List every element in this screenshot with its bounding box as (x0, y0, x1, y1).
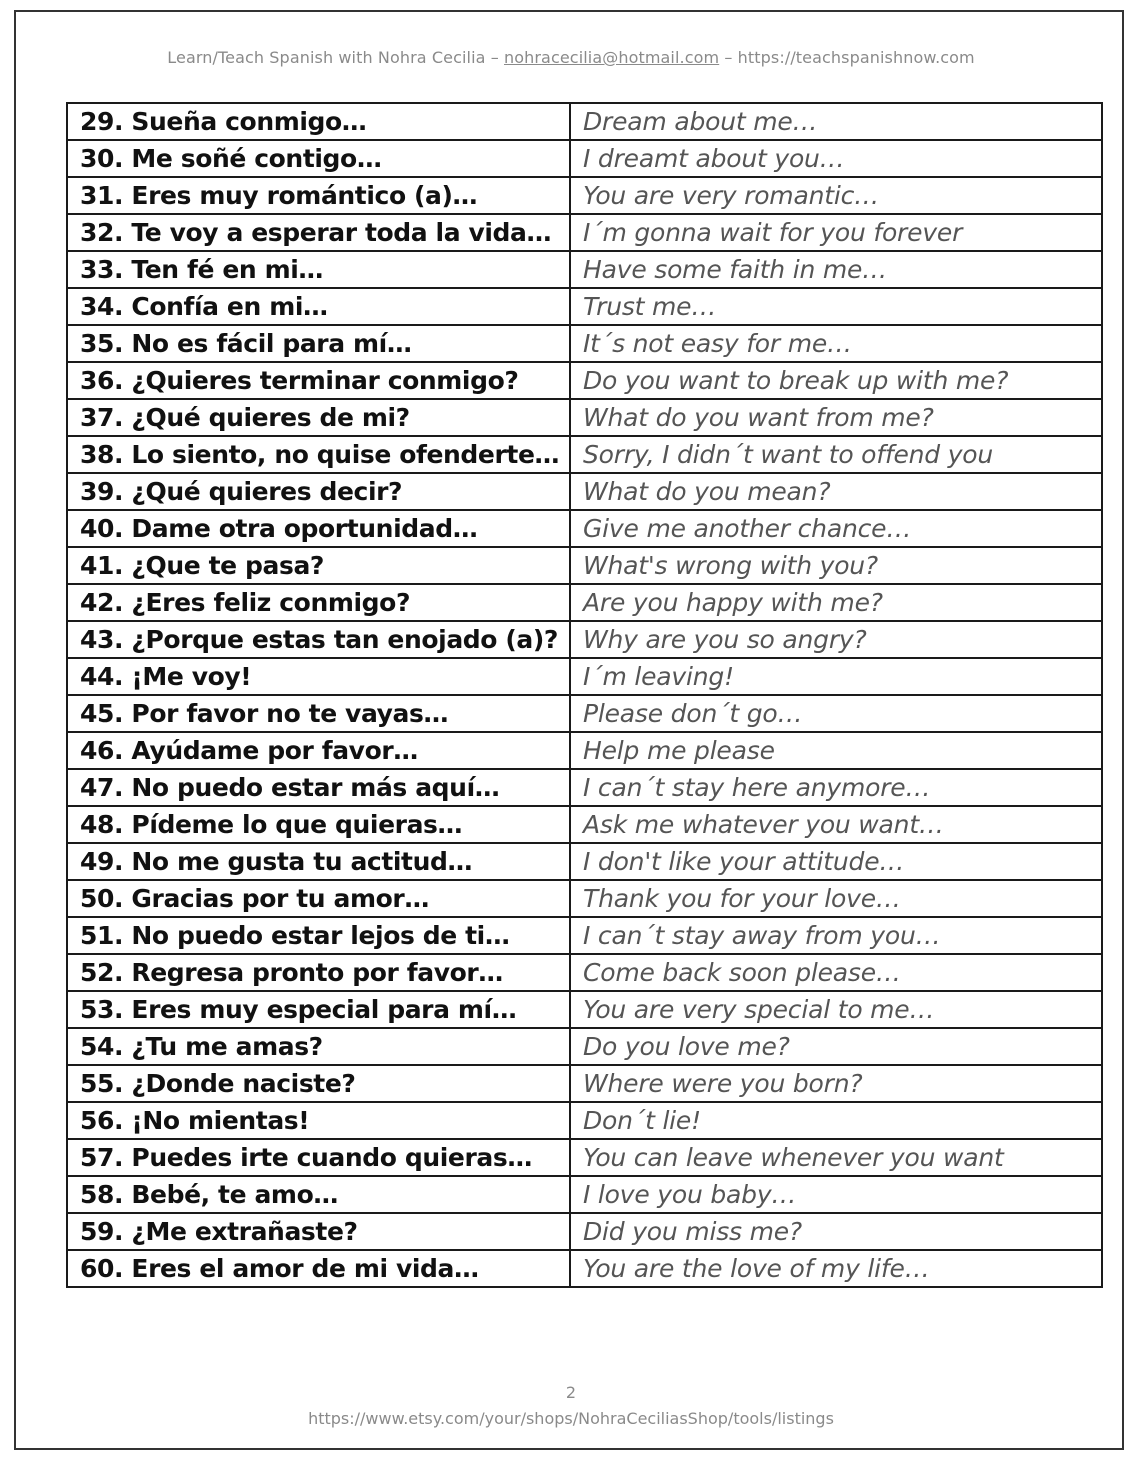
header-email-link[interactable]: nohracecilia@hotmail.com (504, 48, 720, 67)
spanish-phrase: 29. Sueña conmigo… (67, 103, 570, 140)
document-page (14, 10, 1124, 1450)
table-row (67, 288, 1102, 325)
phrase-table (66, 102, 1103, 1288)
footer-url: https://www.etsy.com/your/shops/NohraCeciliasShop/tools/listings (308, 1409, 834, 1428)
table-row (67, 1065, 1102, 1102)
table-row (67, 325, 1102, 362)
english-translation: I love you baby… (570, 1176, 1102, 1213)
english-translation: Dream about me… (570, 103, 1102, 140)
english-translation: I can´t stay here anymore… (570, 769, 1102, 806)
spanish-phrase: 50. Gracias por tu amor… (67, 880, 570, 917)
table-row (67, 1028, 1102, 1065)
spanish-phrase: 33. Ten fé en mi… (67, 251, 570, 288)
spanish-phrase: 58. Bebé, te amo… (67, 1176, 570, 1213)
english-translation: I´m leaving! (570, 658, 1102, 695)
table-row (67, 917, 1102, 954)
table-row (67, 140, 1102, 177)
table-row (67, 251, 1102, 288)
table-row (67, 658, 1102, 695)
spanish-phrase: 43. ¿Porque estas tan enojado (a)? (67, 621, 570, 658)
english-translation: You are very romantic… (570, 177, 1102, 214)
english-translation: Don´t lie! (570, 1102, 1102, 1139)
table-row (67, 954, 1102, 991)
spanish-phrase: 59. ¿Me extrañaste? (67, 1213, 570, 1250)
header-prefix: Learn/Teach Spanish with Nohra Cecilia – (167, 48, 504, 67)
table-row (67, 843, 1102, 880)
english-translation: Do you want to break up with me? (570, 362, 1102, 399)
english-translation: Trust me… (570, 288, 1102, 325)
spanish-phrase: 39. ¿Qué quieres decir? (67, 473, 570, 510)
spanish-phrase: 36. ¿Quieres terminar conmigo? (67, 362, 570, 399)
table-row (67, 1250, 1102, 1287)
spanish-phrase: 41. ¿Que te pasa? (67, 547, 570, 584)
english-translation: Where were you born? (570, 1065, 1102, 1102)
english-translation: Help me please (570, 732, 1102, 769)
english-translation: Sorry, I didn´t want to offend you (570, 436, 1102, 473)
spanish-phrase: 60. Eres el amor de mi vida… (67, 1250, 570, 1287)
spanish-phrase: 52. Regresa pronto por favor… (67, 954, 570, 991)
table-row (67, 1176, 1102, 1213)
spanish-phrase: 34. Confía en mi… (67, 288, 570, 325)
table-row (67, 991, 1102, 1028)
spanish-phrase: 49. No me gusta tu actitud… (67, 843, 570, 880)
spanish-phrase: 44. ¡Me voy! (67, 658, 570, 695)
english-translation: What's wrong with you? (570, 547, 1102, 584)
english-translation: I´m gonna wait for you forever (570, 214, 1102, 251)
english-translation: It´s not easy for me… (570, 325, 1102, 362)
spanish-phrase: 31. Eres muy romántico (a)… (67, 177, 570, 214)
spanish-phrase: 51. No puedo estar lejos de ti… (67, 917, 570, 954)
spanish-phrase: 30. Me soñé contigo… (67, 140, 570, 177)
english-translation: Come back soon please… (570, 954, 1102, 991)
table-row (67, 1213, 1102, 1250)
spanish-phrase: 48. Pídeme lo que quieras… (67, 806, 570, 843)
english-translation: You are very special to me… (570, 991, 1102, 1028)
spanish-phrase: 40. Dame otra oportunidad… (67, 510, 570, 547)
english-translation: Why are you so angry? (570, 621, 1102, 658)
english-translation: Do you love me? (570, 1028, 1102, 1065)
table-row (67, 362, 1102, 399)
table-row (67, 584, 1102, 621)
page-header (16, 48, 1126, 67)
spanish-phrase: 42. ¿Eres feliz conmigo? (67, 584, 570, 621)
spanish-phrase: 54. ¿Tu me amas? (67, 1028, 570, 1065)
english-translation: Have some faith in me… (570, 251, 1102, 288)
english-translation: I can´t stay away from you… (570, 917, 1102, 954)
table-row (67, 103, 1102, 140)
english-translation: Give me another chance… (570, 510, 1102, 547)
table-row (67, 880, 1102, 917)
table-row (67, 399, 1102, 436)
table-row (67, 214, 1102, 251)
table-row (67, 769, 1102, 806)
english-translation: Ask me whatever you want… (570, 806, 1102, 843)
spanish-phrase: 37. ¿Qué quieres de mi? (67, 399, 570, 436)
table-row (67, 510, 1102, 547)
phrase-table-body (67, 103, 1102, 1287)
table-row (67, 1102, 1102, 1139)
table-row (67, 732, 1102, 769)
spanish-phrase: 46. Ayúdame por favor… (67, 732, 570, 769)
spanish-phrase: 35. No es fácil para mí… (67, 325, 570, 362)
spanish-phrase: 47. No puedo estar más aquí… (67, 769, 570, 806)
english-translation: You can leave whenever you want (570, 1139, 1102, 1176)
english-translation: Are you happy with me? (570, 584, 1102, 621)
table-row (67, 621, 1102, 658)
english-translation: I don't like your attitude… (570, 843, 1102, 880)
spanish-phrase: 56. ¡No mientas! (67, 1102, 570, 1139)
english-translation: What do you mean? (570, 473, 1102, 510)
table-row (67, 806, 1102, 843)
table-row (67, 177, 1102, 214)
table-row (67, 1139, 1102, 1176)
english-translation: Please don´t go… (570, 695, 1102, 732)
page-number: 2 (565, 1383, 577, 1402)
spanish-phrase: 55. ¿Donde naciste? (67, 1065, 570, 1102)
table-row (67, 473, 1102, 510)
spanish-phrase: 57. Puedes irte cuando quieras… (67, 1139, 570, 1176)
table-row (67, 436, 1102, 473)
spanish-phrase: 45. Por favor no te vayas… (67, 695, 570, 732)
spanish-phrase: 38. Lo siento, no quise ofenderte… (67, 436, 570, 473)
english-translation: Thank you for your love… (570, 880, 1102, 917)
header-suffix: – https://teachspanishnow.com (719, 48, 975, 67)
english-translation: You are the love of my life… (570, 1250, 1102, 1287)
english-translation: What do you want from me? (570, 399, 1102, 436)
english-translation: Did you miss me? (570, 1213, 1102, 1250)
spanish-phrase: 53. Eres muy especial para mí… (67, 991, 570, 1028)
english-translation: I dreamt about you… (570, 140, 1102, 177)
table-row (67, 547, 1102, 584)
table-row (67, 695, 1102, 732)
spanish-phrase: 32. Te voy a esperar toda la vida… (67, 214, 570, 251)
